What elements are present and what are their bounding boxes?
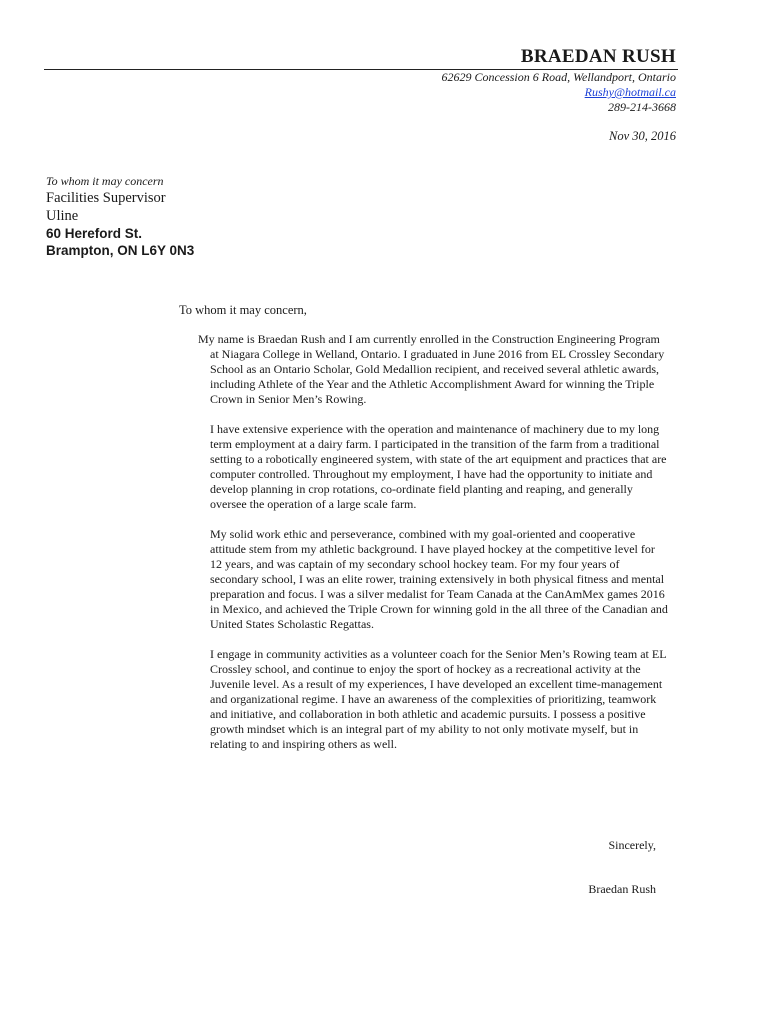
recipient-title: Facilities Supervisor [46,190,166,206]
sender-address: 62629 Concession 6 Road, Wellandport, Ontario [441,70,676,84]
body-paragraph-intro: My name is Braedan Rush and I am currently enrolled in the Construction Engineering Program at Niagara College in Welland, Ontario. I graduated in June 2016 from EL Crossley Secondary School as an Ontario Scholar, Gold Medallion recipient, and received several athletic awards, including Athlete of the Year and the Athletic Accomplishment Award for winning the Triple Crown in Senior Men’s Rowing. [198,332,665,406]
sender-contact [441,70,676,115]
letter-date: Nov 30, 2016 [608,129,676,143]
signature-name: Braedan Rush [588,882,656,896]
recipient-company: Uline [46,208,79,224]
closing: Sincerely, [608,838,656,852]
sender-email-link[interactable]: Rushy@hotmail.ca [584,85,676,99]
sender-phone: 289-214-3668 [608,100,676,114]
recipient-street: 60 Hereford St. [46,226,143,241]
recipient-block [46,174,194,259]
recipient-city: Brampton, ON L6Y 0N3 [46,243,195,258]
body-paragraph-community: I engage in community activities as a volunteer coach for the Senior Men’s Rowing team at EL Crossley school, and continue to enjoy the sport of hockey as a recreational activity at the Juvenile level. As a result of my experiences, I have developed an excellent time-management and organizational regime. I have an awareness of the complexities of prioritizing, teamwork and initiative, and collaboration in both athletic and academic pursuits. I possess a positive growth mindset which is an integral part of my ability to not only motivate myself, but in relating to and inspiring others as well. [210,647,667,751]
sender-name: BRAEDAN RUSH [520,46,676,67]
body-paragraph-experience: I have extensive experience with the operation and maintenance of machinery due to my long term employment at a dairy farm. I participated in the transition of the farm from a traditional setting to a robotically engineered system, with state of the art equipment and practices that are computer controlled. Throughout my employment, I have had the opportunity to initiate and develop planning in crop rotations, co-ordinate field planting and reaping, and generally oversee the operation of a large scale farm. [210,422,667,511]
salutation: To whom it may concern, [179,303,307,317]
letter-body [198,332,668,767]
recipient-concern: To whom it may concern [46,174,164,188]
body-paragraph-athletics: My solid work ethic and perseverance, combined with my goal-oriented and cooperative attitude stem from my athletic background. I have played hockey at the competitive level for 12 years, and was captain of my secondary school hockey team. For my four years of secondary school, I was an elite rower, training extensively in both physical fitness and mental preparation and focus. I was a silver medalist for Team Canada at the CanAmMex games 2016 in Mexico, and achieved the Triple Crown for winning gold in the all three of the Canadian and United States Scholastic Regattas. [210,527,668,631]
